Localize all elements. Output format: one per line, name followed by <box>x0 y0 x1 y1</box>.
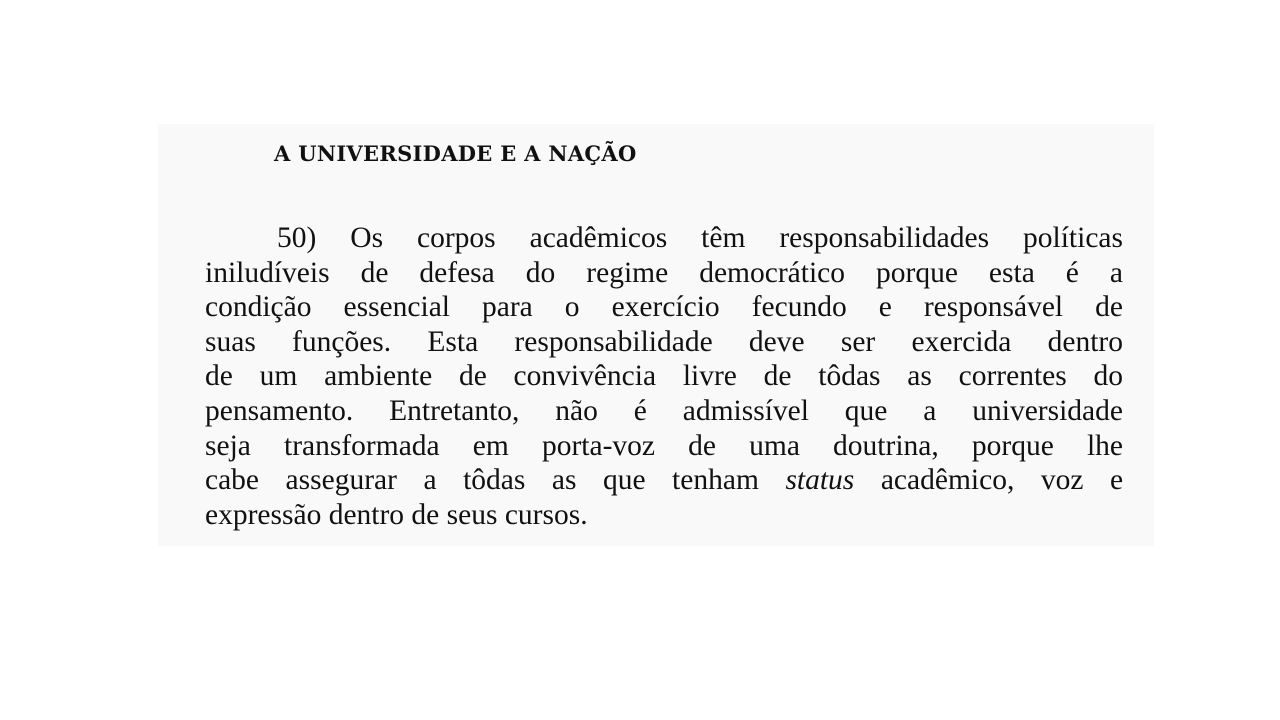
paragraph-line: suas funções. Esta responsabilidade deve ser exercida dentro <box>205 325 1123 358</box>
paragraph-line: iniludíveis de defesa do regime democrático porque esta é a <box>205 256 1123 289</box>
paragraph-line <box>205 463 1123 498</box>
paragraph-50 <box>205 221 1123 532</box>
paragraph-line: condição essencial para o exercício fecundo e responsável de <box>205 291 1123 324</box>
paragraph-line: expressão dentro de seus cursos. <box>205 498 588 531</box>
paragraph-line: de um ambiente de convivência livre de tôdas as correntes do <box>205 360 1123 393</box>
italic-term: status <box>785 464 855 497</box>
paragraph-line: pensamento. Entretanto, não é admissível que a universidade <box>205 394 1123 427</box>
section-heading: A UNIVERSIDADE E A NAÇÃO <box>274 141 637 166</box>
line-text-before: cabe assegurar a tôdas as que tenham <box>205 464 759 497</box>
paragraph-line: seja transformada em porta-voz de uma doutrina, porque lhe <box>205 429 1123 462</box>
line-text-after: acadêmico, voz e <box>880 464 1124 497</box>
paragraph-line: 50) Os corpos acadêmicos têm responsabilidades políticas <box>277 222 1123 254</box>
